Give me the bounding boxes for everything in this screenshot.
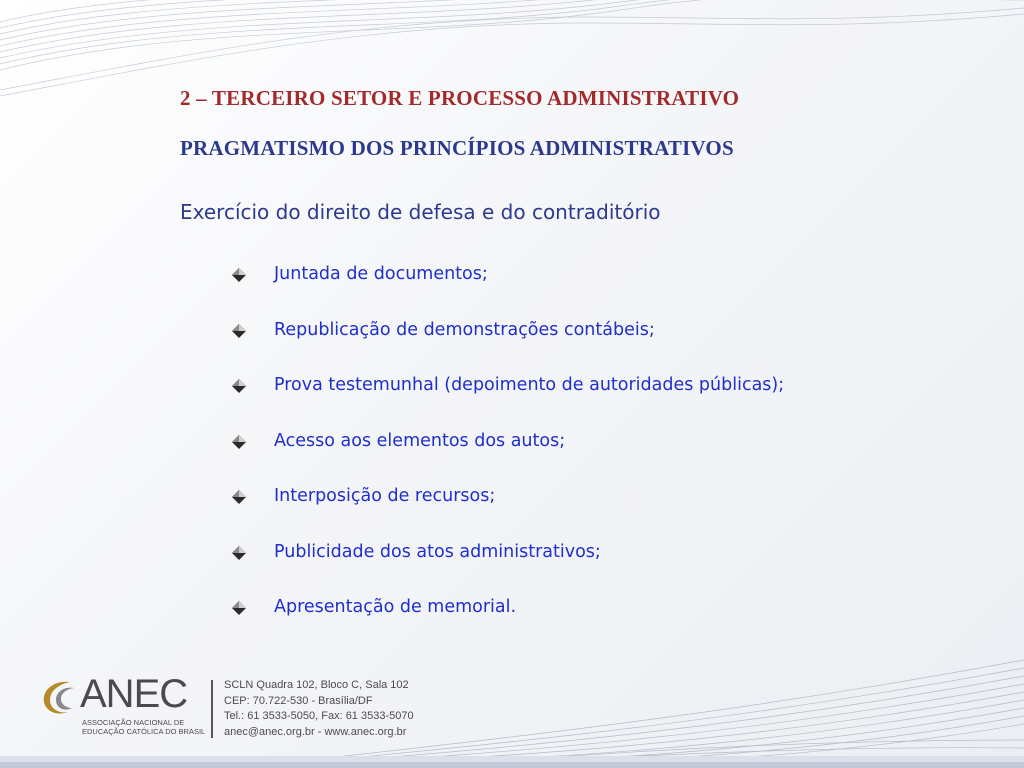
bullet-text: Republicação de demonstrações contábeis; (274, 319, 655, 340)
bullet-item (232, 597, 784, 653)
diamond-bullet-icon (232, 435, 246, 449)
anec-logo-mark-icon (40, 678, 82, 718)
bullet-text: Acesso aos elementos dos autos; (274, 430, 566, 451)
logo-wordmark: ANEC (80, 672, 188, 716)
diamond-bullet-icon (232, 601, 246, 615)
slide-subtitle: Exercício do direito de defesa e do contraditório (180, 200, 661, 224)
footer-contact (224, 678, 414, 740)
footer-divider (211, 680, 213, 738)
bullet-item (232, 542, 784, 598)
logo-subtitle-line: ASSOCIAÇÃO NACIONAL DE (82, 718, 185, 727)
bullet-text: Interposição de recursos; (274, 486, 496, 506)
slide-title: 2 – TERCEIRO SETOR E PROCESSO ADMINISTRATIVO (180, 86, 740, 110)
bullet-item (232, 486, 784, 542)
slide-heading: PRAGMATISMO DOS PRINCÍPIOS ADMINISTRATIVOS (180, 136, 734, 160)
bullet-item (232, 431, 784, 487)
logo-subtitle (82, 718, 205, 736)
diamond-bullet-icon (232, 490, 246, 504)
diamond-bullet-icon (232, 268, 246, 282)
bullet-list (232, 264, 784, 653)
bullet-text: Publicidade dos atos administrativos; (274, 541, 601, 562)
footer-email-web: anec@anec.org.br - www.anec.org.br (224, 725, 407, 738)
bullet-text: Apresentação de memorial. (274, 597, 517, 617)
bullet-item (232, 320, 784, 376)
diamond-bullet-icon (232, 546, 246, 560)
anec-logo (40, 672, 220, 740)
bullet-item (232, 375, 784, 431)
bullet-text: Prova testemunhal (depoimento de autoridades públicas); (274, 375, 785, 395)
diamond-bullet-icon (232, 379, 246, 393)
bullet-text: Juntada de documentos; (274, 264, 488, 284)
diamond-bullet-icon (232, 324, 246, 338)
logo-subtitle-line: EDUCAÇÃO CATÓLICA DO BRASIL (82, 727, 206, 736)
footer-phone: Tel.: 61 3533-5050, Fax: 61 3533-5070 (224, 710, 414, 722)
footer-address: SCLN Quadra 102, Bloco C, Sala 102 (224, 679, 409, 691)
bullet-item (232, 264, 784, 320)
footer-cep: CEP: 70.722-530 - Brasília/DF (224, 694, 373, 707)
